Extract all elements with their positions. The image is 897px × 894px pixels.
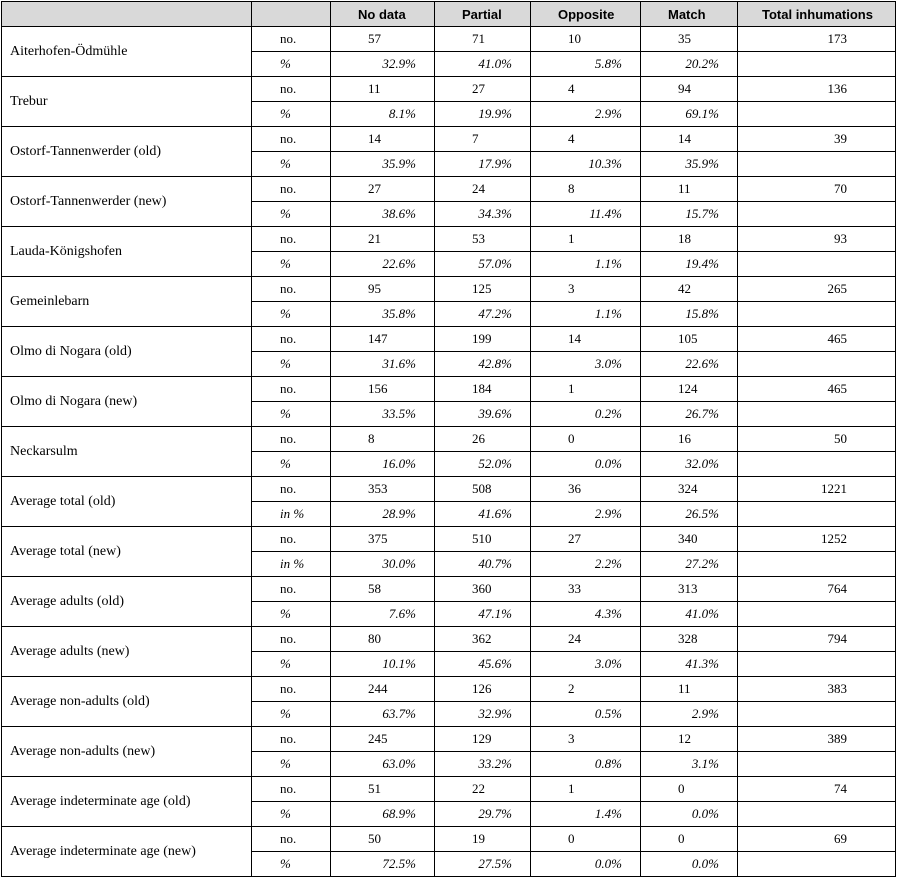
count-cell: 4	[531, 127, 641, 152]
percent-cell: 72.5%	[331, 852, 435, 877]
site-name: Aiterhofen-Ödmühle	[2, 27, 252, 77]
count-cell: 129	[435, 727, 531, 752]
count-cell: 24	[435, 177, 531, 202]
total-inhumations-cell: 265	[738, 277, 896, 302]
percent-cell: 0.8%	[531, 752, 641, 777]
total-inhumations-cell: 465	[738, 327, 896, 352]
site-name: Ostorf-Tannenwerder (old)	[2, 127, 252, 177]
site-name: Ostorf-Tannenwerder (new)	[2, 177, 252, 227]
header-total-inhumations: Total inhumations	[738, 2, 896, 27]
unit-label: no.	[252, 377, 331, 402]
site-name: Average non-adults (old)	[2, 677, 252, 727]
count-cell: 80	[331, 627, 435, 652]
unit-label: %	[252, 652, 331, 677]
percent-cell: 19.4%	[641, 252, 738, 277]
percent-cell: 38.6%	[331, 202, 435, 227]
unit-label: no.	[252, 277, 331, 302]
percent-cell: 0.2%	[531, 402, 641, 427]
percent-cell: 22.6%	[641, 352, 738, 377]
total-blank-cell	[738, 152, 896, 177]
percent-cell: 35.9%	[331, 152, 435, 177]
count-cell: 50	[331, 827, 435, 852]
unit-label: no.	[252, 77, 331, 102]
count-cell: 360	[435, 577, 531, 602]
percent-cell: 0.0%	[641, 802, 738, 827]
header-match: Match	[641, 2, 738, 27]
count-cell: 245	[331, 727, 435, 752]
count-cell: 11	[641, 677, 738, 702]
count-cell: 35	[641, 27, 738, 52]
table-row	[2, 277, 896, 302]
unit-label: %	[252, 52, 331, 77]
count-cell: 11	[641, 177, 738, 202]
percent-cell: 11.4%	[531, 202, 641, 227]
total-inhumations-cell: 173	[738, 27, 896, 52]
percent-cell: 22.6%	[331, 252, 435, 277]
count-cell: 36	[531, 477, 641, 502]
unit-label: %	[252, 752, 331, 777]
table-row	[2, 477, 896, 502]
count-cell: 324	[641, 477, 738, 502]
table-row	[2, 827, 896, 852]
percent-cell: 5.8%	[531, 52, 641, 77]
percent-cell: 27.2%	[641, 552, 738, 577]
unit-label: no.	[252, 727, 331, 752]
unit-label: in %	[252, 502, 331, 527]
table-row	[2, 627, 896, 652]
percent-cell: 16.0%	[331, 452, 435, 477]
percent-cell: 10.3%	[531, 152, 641, 177]
unit-label: no.	[252, 327, 331, 352]
percent-cell: 27.5%	[435, 852, 531, 877]
percent-cell: 8.1%	[331, 102, 435, 127]
table-row	[2, 327, 896, 352]
percent-cell: 15.7%	[641, 202, 738, 227]
table-row	[2, 77, 896, 102]
count-cell: 353	[331, 477, 435, 502]
count-cell: 1	[531, 377, 641, 402]
unit-label: %	[252, 252, 331, 277]
count-cell: 71	[435, 27, 531, 52]
percent-cell: 29.7%	[435, 802, 531, 827]
total-inhumations-cell: 70	[738, 177, 896, 202]
count-cell: 0	[531, 827, 641, 852]
count-cell: 22	[435, 777, 531, 802]
total-blank-cell	[738, 52, 896, 77]
count-cell: 57	[331, 27, 435, 52]
unit-label: %	[252, 152, 331, 177]
count-cell: 328	[641, 627, 738, 652]
percent-cell: 30.0%	[331, 552, 435, 577]
table-row	[2, 127, 896, 152]
unit-label: %	[252, 402, 331, 427]
site-name: Gemeinlebarn	[2, 277, 252, 327]
table-body	[2, 27, 896, 877]
count-cell: 19	[435, 827, 531, 852]
unit-label: no.	[252, 527, 331, 552]
percent-cell: 26.7%	[641, 402, 738, 427]
percent-cell: 33.2%	[435, 752, 531, 777]
unit-label: no.	[252, 227, 331, 252]
percent-cell: 35.9%	[641, 152, 738, 177]
percent-cell: 68.9%	[331, 802, 435, 827]
table-row	[2, 727, 896, 752]
unit-label: %	[252, 102, 331, 127]
count-cell: 340	[641, 527, 738, 552]
count-cell: 508	[435, 477, 531, 502]
unit-label: no.	[252, 577, 331, 602]
unit-label: no.	[252, 677, 331, 702]
count-cell: 0	[641, 827, 738, 852]
unit-label: no.	[252, 477, 331, 502]
unit-label: %	[252, 802, 331, 827]
percent-cell: 0.0%	[641, 852, 738, 877]
total-blank-cell	[738, 202, 896, 227]
percent-cell: 41.3%	[641, 652, 738, 677]
inhumations-table	[1, 1, 896, 877]
total-inhumations-cell: 39	[738, 127, 896, 152]
count-cell: 375	[331, 527, 435, 552]
table-row	[2, 227, 896, 252]
percent-cell: 32.0%	[641, 452, 738, 477]
count-cell: 27	[531, 527, 641, 552]
percent-cell: 34.3%	[435, 202, 531, 227]
unit-label: no.	[252, 827, 331, 852]
header-unit	[252, 2, 331, 27]
header-opposite: Opposite	[531, 2, 641, 27]
percent-cell: 0.0%	[531, 452, 641, 477]
percent-cell: 41.0%	[435, 52, 531, 77]
total-blank-cell	[738, 302, 896, 327]
percent-cell: 0.5%	[531, 702, 641, 727]
percent-cell: 28.9%	[331, 502, 435, 527]
site-name: Olmo di Nogara (old)	[2, 327, 252, 377]
percent-cell: 32.9%	[331, 52, 435, 77]
percent-cell: 52.0%	[435, 452, 531, 477]
percent-cell: 63.0%	[331, 752, 435, 777]
count-cell: 362	[435, 627, 531, 652]
percent-cell: 3.0%	[531, 352, 641, 377]
percent-cell: 26.5%	[641, 502, 738, 527]
count-cell: 4	[531, 77, 641, 102]
unit-label: %	[252, 702, 331, 727]
count-cell: 2	[531, 677, 641, 702]
unit-label: %	[252, 852, 331, 877]
count-cell: 184	[435, 377, 531, 402]
percent-cell: 20.2%	[641, 52, 738, 77]
count-cell: 18	[641, 227, 738, 252]
header-partial: Partial	[435, 2, 531, 27]
total-blank-cell	[738, 602, 896, 627]
count-cell: 42	[641, 277, 738, 302]
header-site	[2, 2, 252, 27]
count-cell: 27	[435, 77, 531, 102]
count-cell: 199	[435, 327, 531, 352]
count-cell: 0	[641, 777, 738, 802]
count-cell: 10	[531, 27, 641, 52]
percent-cell: 3.1%	[641, 752, 738, 777]
unit-label: no.	[252, 27, 331, 52]
count-cell: 95	[331, 277, 435, 302]
total-inhumations-cell: 383	[738, 677, 896, 702]
total-blank-cell	[738, 852, 896, 877]
site-name: Average adults (old)	[2, 577, 252, 627]
percent-cell: 42.8%	[435, 352, 531, 377]
count-cell: 11	[331, 77, 435, 102]
percent-cell: 0.0%	[531, 852, 641, 877]
count-cell: 27	[331, 177, 435, 202]
total-blank-cell	[738, 252, 896, 277]
table-row	[2, 677, 896, 702]
count-cell: 126	[435, 677, 531, 702]
count-cell: 147	[331, 327, 435, 352]
count-cell: 16	[641, 427, 738, 452]
unit-label: no.	[252, 127, 331, 152]
total-blank-cell	[738, 752, 896, 777]
table-row	[2, 427, 896, 452]
unit-label: %	[252, 352, 331, 377]
header-row	[2, 2, 896, 27]
count-cell: 51	[331, 777, 435, 802]
site-name: Trebur	[2, 77, 252, 127]
table-row	[2, 377, 896, 402]
site-name: Average indeterminate age (new)	[2, 827, 252, 877]
count-cell: 8	[331, 427, 435, 452]
percent-cell: 63.7%	[331, 702, 435, 727]
count-cell: 124	[641, 377, 738, 402]
percent-cell: 69.1%	[641, 102, 738, 127]
total-blank-cell	[738, 502, 896, 527]
percent-cell: 1.4%	[531, 802, 641, 827]
percent-cell: 2.9%	[531, 102, 641, 127]
table-row	[2, 777, 896, 802]
percent-cell: 32.9%	[435, 702, 531, 727]
total-blank-cell	[738, 452, 896, 477]
percent-cell: 2.9%	[531, 502, 641, 527]
site-name: Average total (old)	[2, 477, 252, 527]
unit-label: %	[252, 452, 331, 477]
percent-cell: 19.9%	[435, 102, 531, 127]
count-cell: 1	[531, 777, 641, 802]
count-cell: 14	[641, 127, 738, 152]
total-inhumations-cell: 794	[738, 627, 896, 652]
total-inhumations-cell: 93	[738, 227, 896, 252]
count-cell: 26	[435, 427, 531, 452]
percent-cell: 35.8%	[331, 302, 435, 327]
total-blank-cell	[738, 352, 896, 377]
total-inhumations-cell: 69	[738, 827, 896, 852]
percent-cell: 41.6%	[435, 502, 531, 527]
unit-label: in %	[252, 552, 331, 577]
count-cell: 24	[531, 627, 641, 652]
count-cell: 7	[435, 127, 531, 152]
percent-cell: 17.9%	[435, 152, 531, 177]
total-blank-cell	[738, 552, 896, 577]
percent-cell: 7.6%	[331, 602, 435, 627]
total-inhumations-cell: 465	[738, 377, 896, 402]
count-cell: 125	[435, 277, 531, 302]
count-cell: 58	[331, 577, 435, 602]
percent-cell: 2.2%	[531, 552, 641, 577]
count-cell: 3	[531, 277, 641, 302]
total-blank-cell	[738, 102, 896, 127]
count-cell: 244	[331, 677, 435, 702]
total-inhumations-cell: 1252	[738, 527, 896, 552]
percent-cell: 10.1%	[331, 652, 435, 677]
count-cell: 53	[435, 227, 531, 252]
count-cell: 510	[435, 527, 531, 552]
site-name: Lauda-Königshofen	[2, 227, 252, 277]
unit-label: no.	[252, 177, 331, 202]
count-cell: 14	[331, 127, 435, 152]
percent-cell: 47.1%	[435, 602, 531, 627]
site-name: Average total (new)	[2, 527, 252, 577]
table-row	[2, 27, 896, 52]
count-cell: 0	[531, 427, 641, 452]
total-inhumations-cell: 50	[738, 427, 896, 452]
percent-cell: 47.2%	[435, 302, 531, 327]
count-cell: 1	[531, 227, 641, 252]
unit-label: %	[252, 602, 331, 627]
unit-label: no.	[252, 627, 331, 652]
table-row	[2, 177, 896, 202]
unit-label: %	[252, 302, 331, 327]
total-inhumations-cell: 1221	[738, 477, 896, 502]
unit-label: %	[252, 202, 331, 227]
count-cell: 313	[641, 577, 738, 602]
unit-label: no.	[252, 777, 331, 802]
percent-cell: 41.0%	[641, 602, 738, 627]
count-cell: 12	[641, 727, 738, 752]
site-name: Olmo di Nogara (new)	[2, 377, 252, 427]
percent-cell: 2.9%	[641, 702, 738, 727]
percent-cell: 1.1%	[531, 252, 641, 277]
count-cell: 156	[331, 377, 435, 402]
percent-cell: 31.6%	[331, 352, 435, 377]
total-blank-cell	[738, 702, 896, 727]
percent-cell: 57.0%	[435, 252, 531, 277]
total-blank-cell	[738, 802, 896, 827]
total-inhumations-cell: 764	[738, 577, 896, 602]
table-row	[2, 527, 896, 552]
percent-cell: 15.8%	[641, 302, 738, 327]
site-name: Average non-adults (new)	[2, 727, 252, 777]
site-name: Average indeterminate age (old)	[2, 777, 252, 827]
count-cell: 94	[641, 77, 738, 102]
total-inhumations-cell: 389	[738, 727, 896, 752]
percent-cell: 33.5%	[331, 402, 435, 427]
total-blank-cell	[738, 402, 896, 427]
total-blank-cell	[738, 652, 896, 677]
percent-cell: 4.3%	[531, 602, 641, 627]
count-cell: 21	[331, 227, 435, 252]
count-cell: 3	[531, 727, 641, 752]
percent-cell: 40.7%	[435, 552, 531, 577]
percent-cell: 3.0%	[531, 652, 641, 677]
site-name: Neckarsulm	[2, 427, 252, 477]
percent-cell: 45.6%	[435, 652, 531, 677]
site-name: Average adults (new)	[2, 627, 252, 677]
percent-cell: 39.6%	[435, 402, 531, 427]
total-inhumations-cell: 74	[738, 777, 896, 802]
count-cell: 14	[531, 327, 641, 352]
total-inhumations-cell: 136	[738, 77, 896, 102]
percent-cell: 1.1%	[531, 302, 641, 327]
count-cell: 33	[531, 577, 641, 602]
unit-label: no.	[252, 427, 331, 452]
header-no-data: No data	[331, 2, 435, 27]
count-cell: 105	[641, 327, 738, 352]
count-cell: 8	[531, 177, 641, 202]
table-row	[2, 577, 896, 602]
